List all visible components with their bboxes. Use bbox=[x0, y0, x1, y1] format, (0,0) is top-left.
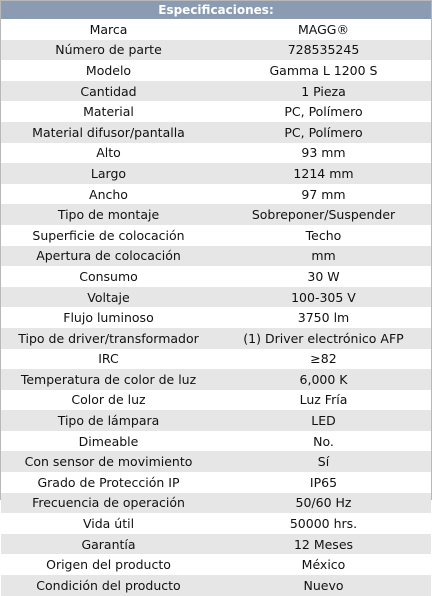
spec-value: Nuevo bbox=[216, 575, 431, 596]
table-row bbox=[1, 534, 431, 555]
spec-label: Largo bbox=[1, 163, 216, 184]
table-row bbox=[1, 431, 431, 452]
table-row bbox=[1, 225, 431, 246]
spec-value: 93 mm bbox=[216, 143, 431, 164]
spec-label: Temperatura de color de luz bbox=[1, 369, 216, 390]
spec-value: Luz Fría bbox=[216, 390, 431, 411]
table-row bbox=[1, 410, 431, 431]
spec-label: Dimeable bbox=[1, 431, 216, 452]
spec-label: Tipo de montaje bbox=[1, 204, 216, 225]
spec-label: Color de luz bbox=[1, 390, 216, 411]
spec-value: PC, Polímero bbox=[216, 101, 431, 122]
spec-value: ≥82 bbox=[216, 349, 431, 370]
table-row bbox=[1, 122, 431, 143]
spec-value: PC, Polímero bbox=[216, 122, 431, 143]
spec-value: Techo bbox=[216, 225, 431, 246]
spec-label: Origen del producto bbox=[1, 554, 216, 575]
spec-table bbox=[1, 19, 431, 596]
table-row bbox=[1, 204, 431, 225]
spec-value: México bbox=[216, 554, 431, 575]
spec-label: Apertura de colocación bbox=[1, 246, 216, 267]
table-row bbox=[1, 19, 431, 40]
spec-label: IRC bbox=[1, 349, 216, 370]
table-row bbox=[1, 390, 431, 411]
table-row bbox=[1, 266, 431, 287]
spec-value: 50/60 Hz bbox=[216, 493, 431, 514]
table-row bbox=[1, 554, 431, 575]
spec-label: Superficie de colocación bbox=[1, 225, 216, 246]
spec-label: Garantía bbox=[1, 534, 216, 555]
table-row bbox=[1, 40, 431, 61]
table-row bbox=[1, 349, 431, 370]
spec-value: Gamma L 1200 S bbox=[216, 60, 431, 81]
spec-value: LED bbox=[216, 410, 431, 431]
table-row bbox=[1, 451, 431, 472]
spec-value: mm bbox=[216, 246, 431, 267]
spec-label: Voltaje bbox=[1, 287, 216, 308]
table-row bbox=[1, 472, 431, 493]
spec-table-body bbox=[1, 19, 431, 596]
spec-value: Sobreponer/Suspender bbox=[216, 204, 431, 225]
spec-label: Tipo de driver/transformador bbox=[1, 328, 216, 349]
spec-label: Con sensor de movimiento bbox=[1, 451, 216, 472]
spec-header: Especificaciones: bbox=[1, 1, 431, 19]
spec-value: 728535245 bbox=[216, 40, 431, 61]
spec-value: 1214 mm bbox=[216, 163, 431, 184]
spec-label: Consumo bbox=[1, 266, 216, 287]
spec-value: Sí bbox=[216, 451, 431, 472]
table-row bbox=[1, 575, 431, 596]
spec-value: MAGG® bbox=[216, 19, 431, 40]
spec-label: Marca bbox=[1, 19, 216, 40]
table-row bbox=[1, 163, 431, 184]
spec-label: Grado de Protección IP bbox=[1, 472, 216, 493]
table-row bbox=[1, 287, 431, 308]
spec-label: Material bbox=[1, 101, 216, 122]
spec-label: Tipo de lámpara bbox=[1, 410, 216, 431]
spec-value: 12 Meses bbox=[216, 534, 431, 555]
spec-value: 100-305 V bbox=[216, 287, 431, 308]
table-row bbox=[1, 81, 431, 102]
spec-label: Flujo luminoso bbox=[1, 307, 216, 328]
spec-label: Alto bbox=[1, 143, 216, 164]
spec-label: Número de parte bbox=[1, 40, 216, 61]
spec-label: Vida útil bbox=[1, 513, 216, 534]
table-row bbox=[1, 143, 431, 164]
spec-label: Cantidad bbox=[1, 81, 216, 102]
spec-value: No. bbox=[216, 431, 431, 452]
table-row bbox=[1, 328, 431, 349]
spec-label: Condición del producto bbox=[1, 575, 216, 596]
spec-value: (1) Driver electrónico AFP bbox=[216, 328, 431, 349]
spec-value: 30 W bbox=[216, 266, 431, 287]
spec-value: IP65 bbox=[216, 472, 431, 493]
spec-value: 1 Pieza bbox=[216, 81, 431, 102]
table-row bbox=[1, 101, 431, 122]
spec-value: 97 mm bbox=[216, 184, 431, 205]
spec-value: 6,000 K bbox=[216, 369, 431, 390]
spec-value: 50000 hrs. bbox=[216, 513, 431, 534]
spec-value: 3750 lm bbox=[216, 307, 431, 328]
spec-label: Modelo bbox=[1, 60, 216, 81]
table-row bbox=[1, 493, 431, 514]
table-row bbox=[1, 513, 431, 534]
spec-label: Material difusor/pantalla bbox=[1, 122, 216, 143]
table-row bbox=[1, 60, 431, 81]
table-row bbox=[1, 246, 431, 267]
table-row bbox=[1, 184, 431, 205]
spec-label: Ancho bbox=[1, 184, 216, 205]
table-row bbox=[1, 369, 431, 390]
table-row bbox=[1, 307, 431, 328]
spec-label: Frecuencia de operación bbox=[1, 493, 216, 514]
